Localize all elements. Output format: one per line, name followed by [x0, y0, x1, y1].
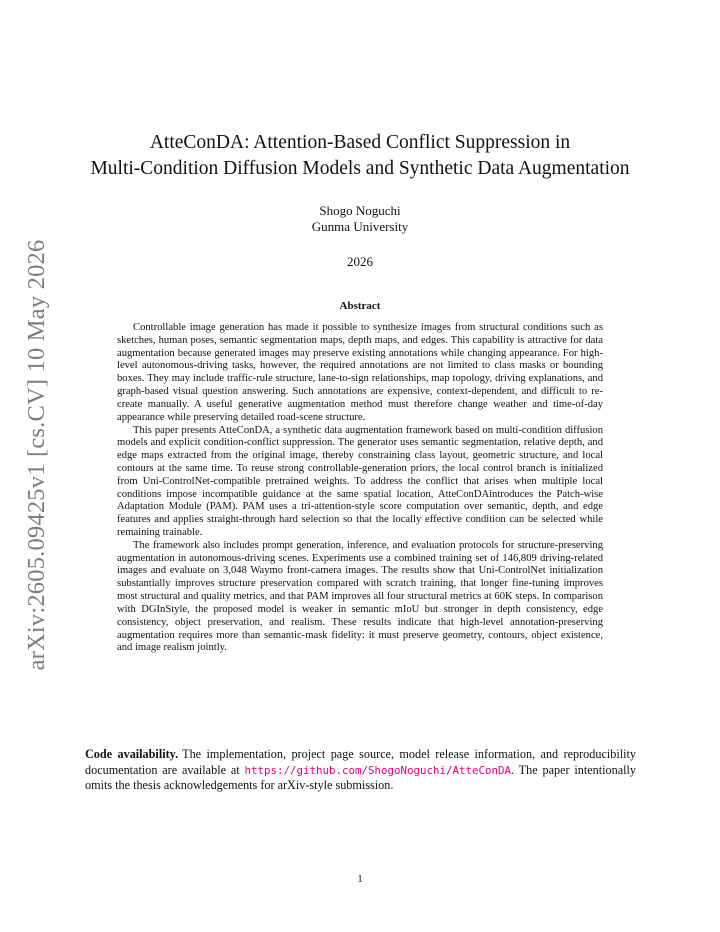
abstract-paragraph-1: Controllable image generation has made it possible to synthesize images from structural conditions such as sketches, human poses, semantic segmentation maps, depth maps, and edges. This capability is attractive for data augmentation because generated images may preserve existing annotations while changing appearance. For high-level autonomous-driving tasks, however, the required annotations are not limited to class masks or bounding boxes. They may include traffic-rule structure, lane-to-sign relationships, map topology, driving explanations, and graph-based visual question answering. Such annotations are expensive, context-dependent, and difficult to re-create manually. A useful generative augmentation method must therefore change weather and time-of-day appearance while preserving detailed road-scene structure. [117, 322, 603, 423]
arxiv-identifier: arXiv:2605.09425v1 [cs.CV] 10 May 2026 [23, 239, 50, 671]
abstract-body [117, 322, 603, 655]
abstract-paragraph-2: This paper presents AtteConDA, a synthetic data augmentation framework based on multi-condition diffusion models and explicit condition-conflict suppression. The generator uses semantic segmentation, relative depth, and edge maps extracted from the original image, thereby constraining class layout, geometric structure, and local contours at the same time. To reuse strong controllable-generation priors, the local control branch is initialized from Uni-ControlNet-compatible pretrained weights. To address the conflict that arises when multiple local conditions impose incompatible guidance at the same spatial location, AtteConDAintroduces the Patch-wise Adaptation Module (PAM). PAM uses a tri-attention-style score computation over semantic, depth, and edge features and applies straight-through hard selection so that the locally effective condition can be selected while remaining trainable. [117, 424, 603, 538]
page-number: 1 [357, 873, 363, 885]
code-availability-label: Code availability. [85, 747, 179, 761]
code-availability-paragraph [85, 747, 636, 794]
title-line-1: AtteConDA: Attention-Based Conflict Suppression in [149, 132, 571, 153]
github-link[interactable]: https://github.com/ShogoNoguchi/AtteConDA [244, 763, 511, 777]
author-name: Shogo Noguchi [319, 203, 401, 218]
code-availability-text: The implementation, project page source, model release information, and reproducibility documentation are available at [85, 747, 636, 777]
author-affiliation: Gunma University [311, 218, 409, 234]
code-availability-note: . The paper intentionally omits the thesis acknowledgements for arXiv-style submission. [85, 762, 636, 792]
paper-title [70, 130, 650, 181]
abstract-paragraph-3: The framework also includes prompt generation, inference, and evaluation protocols for structure-preserving augmentation in autonomous-driving scenes. Experiments use a combined training set of 146,809 driving-related images and evaluate on 3,048 Waymo front-camera images. The results show that Uni-ControlNet initialization substantially improves structure preservation compared with scratch training, that longer fine-tuning improves most structural and quality metrics, and that PAM improves all four structural metrics at 60K steps. In comparison with DGInStyle, the proposed model is weaker in semantic mIoU but stronger in depth consistency, edge consistency, object preservation, and realism. These results indicate that high-level annotation-preserving augmentation requires more than semantic-mask fidelity: it must preserve geometry, contours, object existence, and image realism jointly. [117, 539, 603, 654]
abstract-heading: Abstract [339, 300, 381, 312]
author-block [70, 203, 650, 234]
arxiv-sidebar [18, 239, 56, 671]
title-line-2: Multi-Condition Diffusion Models and Synthetic Data Augmentation [90, 157, 630, 179]
publication-year: 2026 [347, 254, 373, 269]
code-availability [85, 747, 636, 794]
